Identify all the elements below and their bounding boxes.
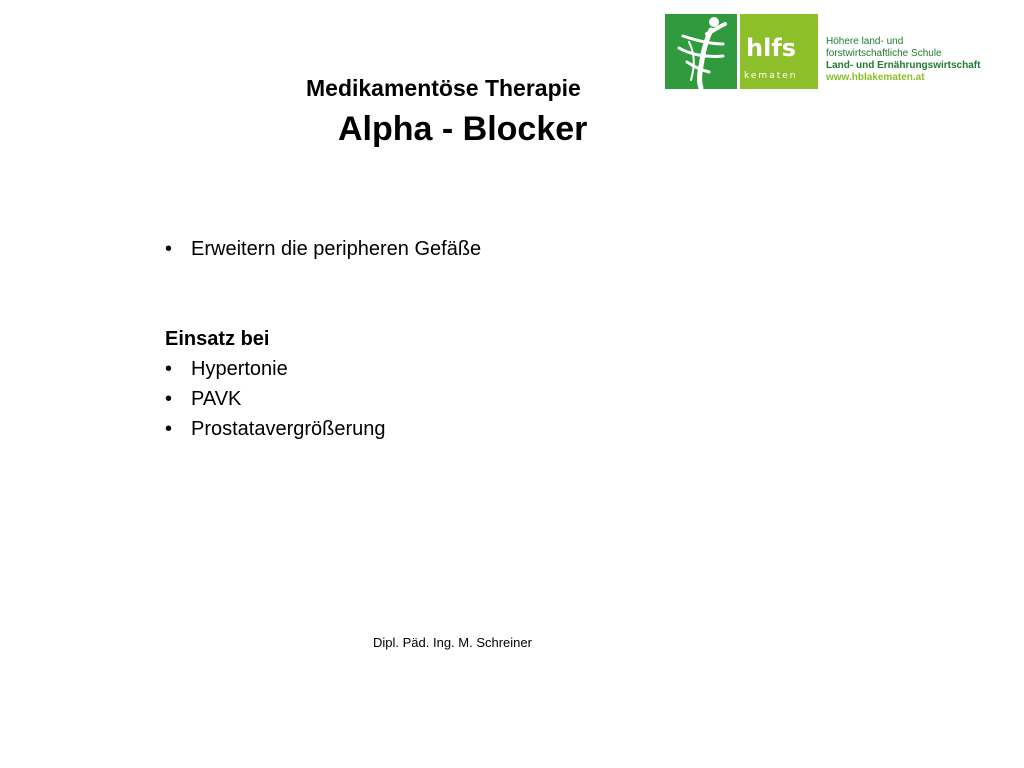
bullet-text: Prostatavergrößerung — [191, 418, 386, 440]
bullet-item — [165, 384, 481, 414]
logo-line-3: Land- und Ernährungswirtschaft — [826, 60, 981, 71]
bullet-icon: • — [165, 388, 173, 410]
logo-website: www.hblakematen.at — [826, 72, 925, 83]
bullet-icon: • — [165, 238, 173, 260]
footer-author: Dipl. Päd. Ing. M. Schreiner — [373, 635, 532, 650]
bullet-item — [165, 354, 481, 384]
school-logo — [665, 14, 1017, 90]
spacer — [165, 264, 481, 324]
logo-line-2: forstwirtschaftliche Schule — [826, 48, 942, 59]
bullet-item — [165, 414, 481, 444]
slide-subtitle: Alpha - Blocker — [338, 110, 588, 148]
logo-line-1: Höhere land- und — [826, 36, 904, 47]
logo-brand: hlfs — [746, 34, 797, 62]
slide-title: Medikamentöse Therapie — [306, 75, 581, 101]
bullet-item — [165, 234, 481, 264]
section-heading: Einsatz bei — [165, 328, 270, 350]
bullet-icon: • — [165, 358, 173, 380]
slide-content — [165, 234, 481, 444]
logo-hlfs-block — [740, 14, 818, 89]
bullet-text: PAVK — [191, 388, 242, 410]
bullet-icon: • — [165, 418, 173, 440]
bullet-text: Hypertonie — [191, 358, 288, 380]
logo-sub: kematen — [744, 71, 798, 81]
figure-helix-icon — [665, 14, 737, 89]
bullet-text: Erweitern die peripheren Gefäße — [191, 238, 482, 260]
logo-text — [826, 36, 980, 84]
logo-figure-block — [665, 14, 737, 89]
